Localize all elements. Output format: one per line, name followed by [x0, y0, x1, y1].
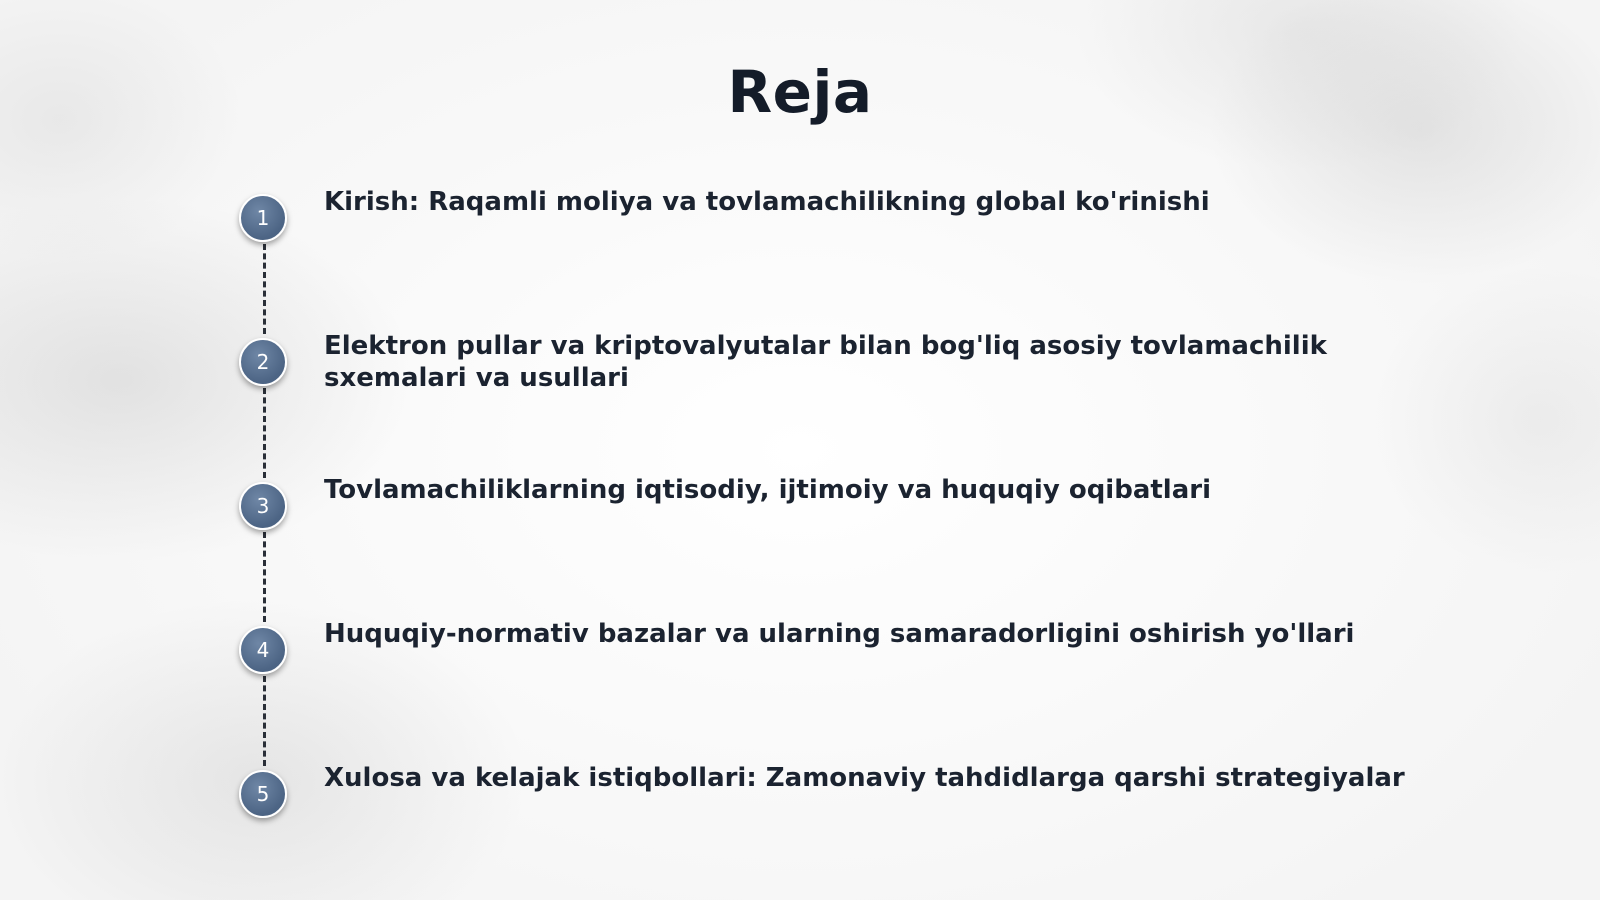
step-number-badge: 1: [239, 194, 287, 242]
step-number-badge: 3: [239, 482, 287, 530]
timeline-connector: [263, 244, 266, 334]
timeline-connector: [263, 676, 266, 766]
agenda-item-text: Tovlamachiliklarning iqtisodiy, ijtimoiy va huquqiy oqibatlari: [324, 475, 1211, 505]
slide-title: Reja: [727, 58, 873, 126]
timeline-connector: [263, 532, 266, 622]
step-number-badge: 5: [239, 770, 287, 818]
agenda-item-text: Kirish: Raqamli moliya va tovlamachilikning global ko'rinishi: [324, 187, 1210, 217]
agenda-item-text: Huquqiy-normativ bazalar va ularning samaradorligini oshirish yo'llari: [324, 619, 1355, 649]
step-number-badge: 2: [239, 338, 287, 386]
agenda-item-text: Elektron pullar va kriptovalyutalar bilan bog'liq asosiy tovlamachilik sxemalari va usullari: [324, 331, 1327, 393]
agenda-item-text: Xulosa va kelajak istiqbollari: Zamonaviy tahdidlarga qarshi strategiyalar: [324, 763, 1405, 793]
step-number-badge: 4: [239, 626, 287, 674]
timeline-connector: [263, 388, 266, 478]
